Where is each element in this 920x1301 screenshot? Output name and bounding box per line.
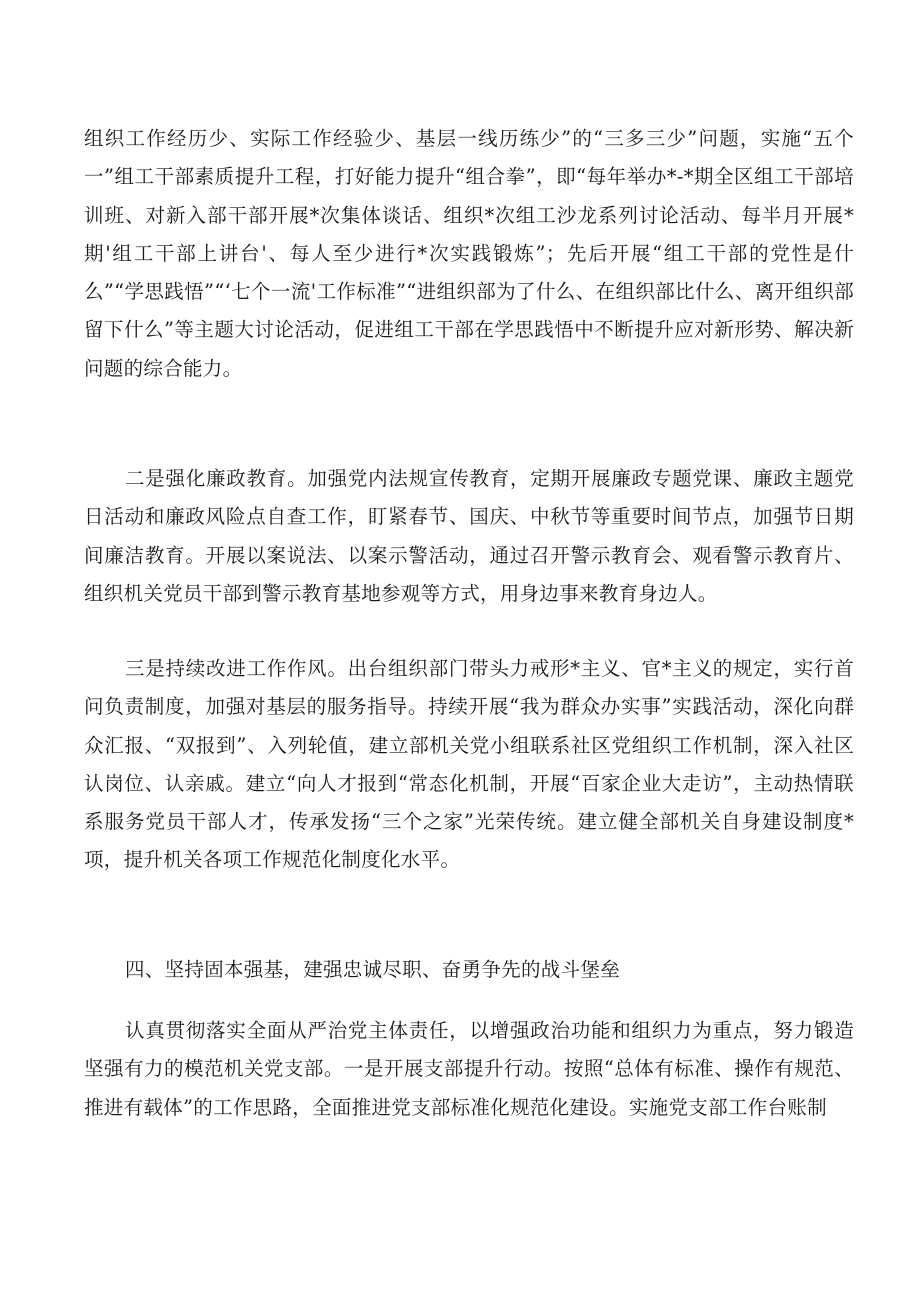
section-heading: 四、坚持固本强基，建强忠诚尽职、奋勇争先的战斗堡垒 [125,958,621,981]
body-paragraph-continued: 组织工作经历少、实际工作经验少、基层一线历练少”的“三多三少”问题，实施“五个一”组工干部素质提升工程，打好能力提升“组合拳”，即“每年举办*-*期全区组工干部培训班、对新入部干部开展*次集体谈话、组织*次组工沙龙系列讨论活动、每半月开展*期'组工干部上讲台'、每人至少进行*次实践锻炼”；先后开展“组工干部的党性是什么”“学思践悟”“‘七个一流'工作标准”“进组织部为了什么、在组织部比什么、离开组织部留下什么”等主题大讨论活动，促进组工干部在学思践悟中不断提升应对新形势、解决新问题的综合能力。 [84,127,854,380]
body-paragraph-party-branch: 认真贯彻落实全面从严治党主体责任，以增强政治功能和组织力为重点，努力锻造坚强有力的模范机关党支部。一是开展支部提升行动。按照“总体有标准、操作有规范、推进有载体”的工作思路，全面推进党支部标准化规范化建设。实施党支部工作台账制 [84,1019,854,1119]
body-paragraph-integrity-education: 二是强化廉政教育。加强党内法规宣传教育，定期开展廉政专题党课、廉政主题党日活动和廉政风险点自查工作，盯紧春节、国庆、中秋节等重要时间节点，加强节日期间廉洁教育。开展以案说法、以案示警活动，通过召开警示教育会、观看警示教育片、组织机关党员干部到警示教育基地参观等方式，用身边事来教育身边人。 [84,467,854,605]
body-paragraph-work-style: 三是持续改进工作作风。出台组织部门带头力戒形*主义、官*主义的规定，实行首问负责制度，加强对基层的服务指导。持续开展“我为群众办实事”实践活动，深化向群众汇报、“双报到”、入列轮值，建立部机关党小组联系社区党组织工作机制，深入社区认岗位、认亲戚。建立“向人才报到“常态化机制，开展“百家企业大走访”，主动热情联系服务党员干部人才，传承发扬“三个之家”光荣传统。建立健全部机关自身建设制度*项，提升机关各项工作规范化制度化水平。 [84,657,854,872]
